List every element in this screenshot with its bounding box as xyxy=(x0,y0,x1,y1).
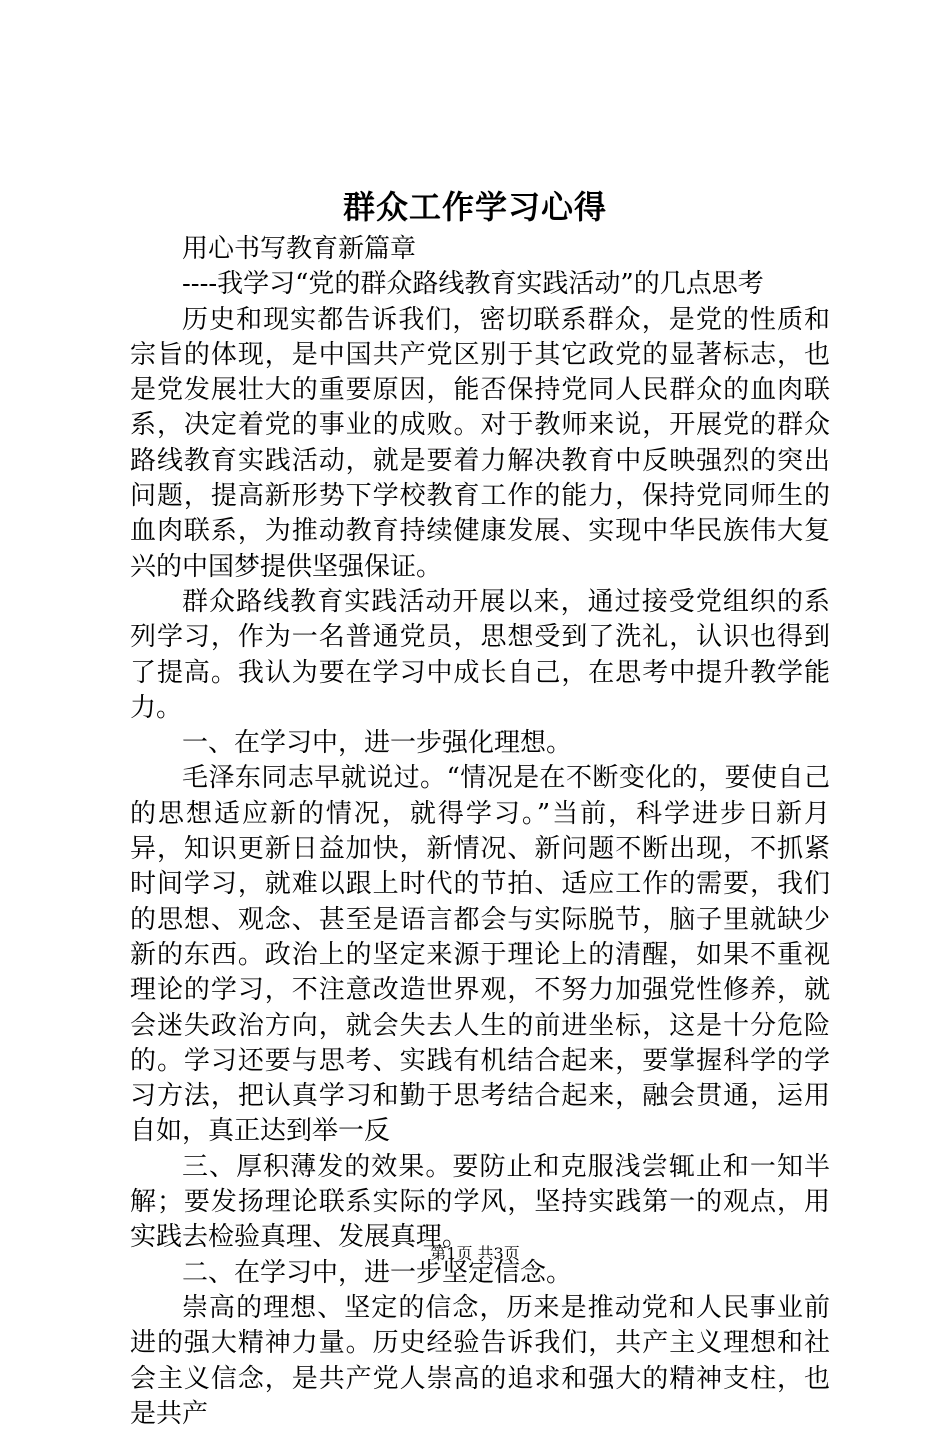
section-heading: 二、在学习中，进一步坚定信念。 xyxy=(182,1257,573,1288)
body-paragraph: 三、厚积薄发的效果。要防止和克服浅尝辄止和一知半解；要发扬理论联系实际的学风，坚持实践第一的观点，用实践去检验真理、发展真理。 xyxy=(130,1151,830,1253)
body-paragraph: 崇高的理想、坚定的信念，历来是推动党和人民事业前进的强大精神力量。历史经验告诉我们，共产主义理想和社会主义信念，是共产党人崇高的追求和强大的精神支柱，也是共产 xyxy=(130,1292,830,1429)
page-footer: 第1页 共3页 xyxy=(430,1244,520,1263)
body-paragraph: 毛泽东同志早就说过。“情况是在不断变化的，要使自己的思想适应新的情况，就得学习。”当前，科学进步日新月异，知识更新日益加快，新情况、新问题不断出现，不抓紧时间学习，就难以跟上时代的节拍、适应工作的需要，我们的思想、观念、甚至是语言都会与实际脱节，脑子里就缺少新的东西。政治上的坚定来源于理论上的清醒，如果不重视理论的学习，不注意改造世界观，不努力加强党性修养，就会迷失政治方向，就会失去人生的前进坐标，这是十分危险的。学习还要与思考、实践有机结合起来，要掌握科学的学习方法，把认真学习和勤于思考结合起来，融会贯通，运用自如，真正达到举一反 xyxy=(130,763,830,1147)
document-title: 群众工作学习心得 xyxy=(342,188,607,226)
body-paragraph: 群众路线教育实践活动开展以来，通过接受党组织的系列学习，作为一名普通党员，思想受到了洗礼，认识也得到了提高。我认为要在学习中成长自己，在思考中提升教学能力。 xyxy=(130,586,830,723)
subtitle-note: ----我学习“党的群众路线教育实践活动”的几点思考 xyxy=(182,269,764,300)
subtitle: 用心书写教育新篇章 xyxy=(182,234,417,264)
body-paragraph: 历史和现实都告诉我们，密切联系群众，是党的性质和宗旨的体现，是中国共产党区别于其它政党的显著标志，也是党发展壮大的重要原因，能否保持党同人民群众的血肉联系，决定着党的事业的成败。对于教师来说，开展党的群众路线教育实践活动，就是要着力解决教育中反映强烈的突出问题，提高新形势下学校教育工作的能力，保持党同师生的血肉联系，为推动教育持续健康发展、实现中华民族伟大复兴的中国梦提供坚强保证。 xyxy=(130,304,830,582)
section-heading: 一、在学习中，进一步强化理想。 xyxy=(182,728,573,759)
